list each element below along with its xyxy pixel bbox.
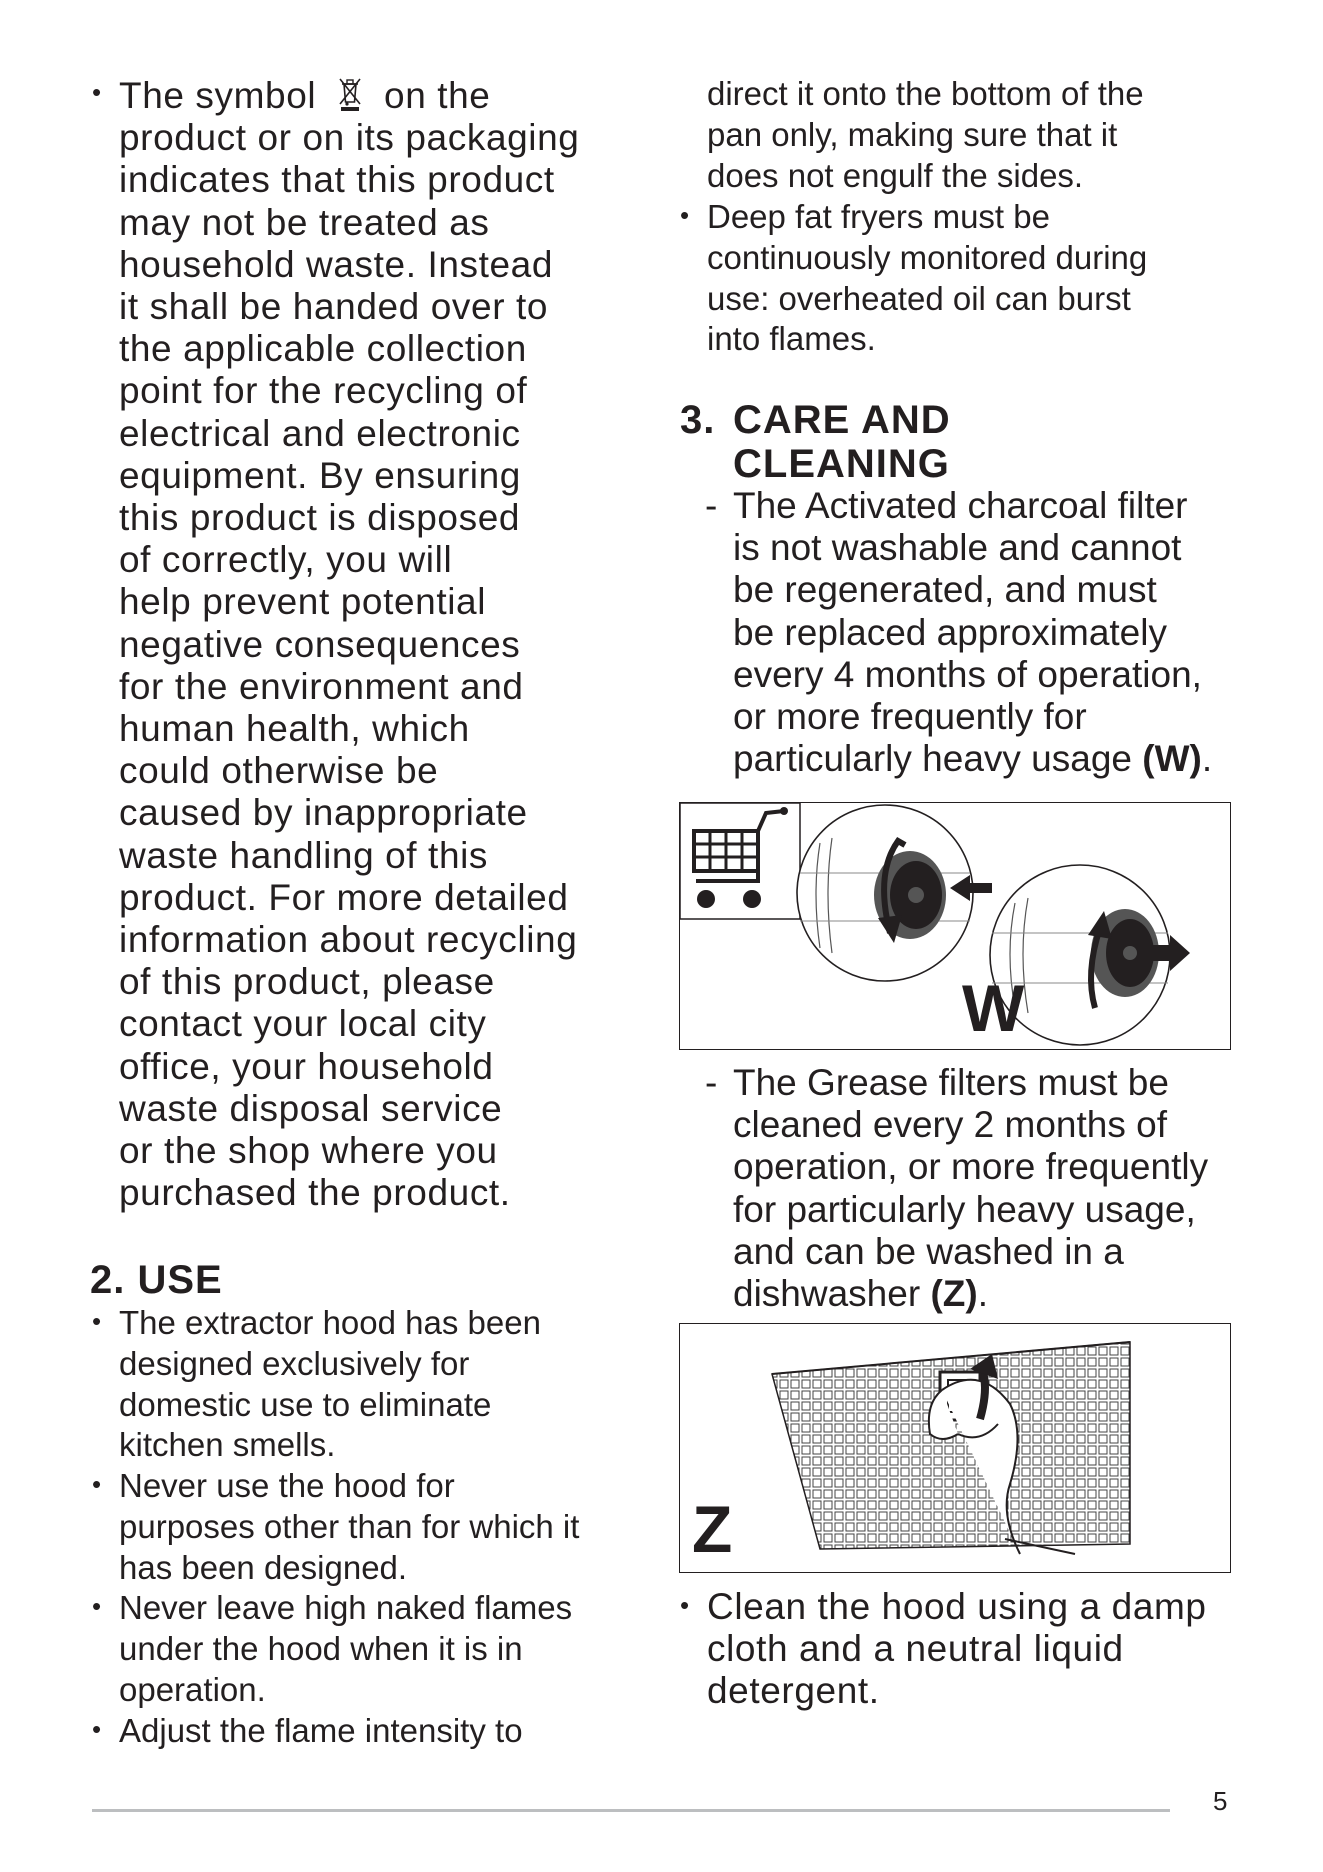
text-line: Never use the hood for bbox=[119, 1467, 455, 1504]
text-line: operation. bbox=[119, 1670, 266, 1708]
figure-w-label: W bbox=[962, 971, 1025, 1045]
text-line: be regenerated, and must bbox=[733, 569, 1157, 611]
text-line: has been designed. bbox=[119, 1548, 408, 1586]
text-fragment: particularly heavy usage bbox=[733, 738, 1143, 780]
text-line: for the environment and bbox=[119, 665, 524, 707]
text-line: indicates that this product bbox=[119, 159, 555, 201]
text-line: kitchen smells. bbox=[119, 1426, 336, 1464]
text-fragment: . bbox=[977, 1273, 988, 1315]
text-line: pan only, making sure that it bbox=[707, 115, 1118, 153]
text-line: and can be washed in a bbox=[733, 1230, 1124, 1272]
use-heading: 2. USE bbox=[90, 1258, 223, 1302]
text-line: is not washable and cannot bbox=[733, 527, 1182, 569]
page-number: 5 bbox=[1213, 1786, 1228, 1816]
text-line: Never leave high naked flames bbox=[119, 1589, 573, 1626]
text-line bbox=[733, 1273, 1208, 1315]
bullet-dot: • bbox=[92, 1714, 102, 1744]
weee-paragraph bbox=[119, 75, 659, 1214]
text-line: cloth and a neutral liquid bbox=[707, 1628, 1124, 1670]
text-line: help prevent potential bbox=[119, 581, 487, 623]
bullet-dot: • bbox=[92, 1306, 102, 1336]
text-line: The extractor hood has been bbox=[119, 1304, 541, 1341]
text-line: it shall be handed over to bbox=[119, 286, 549, 328]
text-line: product. For more detailed bbox=[119, 876, 569, 918]
text-line: caused by inappropriate bbox=[119, 792, 528, 834]
figure-ref-w: (W) bbox=[1142, 738, 1202, 780]
text-line: Deep fat fryers must be bbox=[707, 198, 1050, 235]
text-line: purchased the product. bbox=[119, 1172, 511, 1214]
text-line: or the shop where you bbox=[119, 1130, 498, 1172]
text-line: designed exclusively for bbox=[119, 1344, 470, 1382]
text-line: every 4 months of operation, bbox=[733, 653, 1202, 695]
text-line: of correctly, you will bbox=[119, 539, 453, 581]
text-line: into flames. bbox=[707, 320, 876, 358]
text-line: information about recycling bbox=[119, 919, 578, 961]
text-line: be replaced approximately bbox=[733, 611, 1167, 653]
bullet-dot: • bbox=[92, 77, 102, 107]
text-line: for particularly heavy usage, bbox=[733, 1188, 1196, 1230]
text-line: does not engulf the sides. bbox=[707, 156, 1084, 194]
text-line: or more frequently for bbox=[733, 696, 1087, 738]
bullet-dot: • bbox=[92, 1469, 102, 1499]
filter-removal-detail bbox=[797, 805, 992, 981]
weee-first-line bbox=[119, 75, 659, 117]
use-bullet-2 bbox=[119, 1466, 579, 1588]
use-bullet-4 bbox=[119, 1711, 523, 1752]
text-line: this product is disposed bbox=[119, 497, 521, 539]
charcoal-filter-illustration bbox=[680, 803, 1230, 1049]
text-line: office, your household bbox=[119, 1045, 494, 1087]
text-line: the applicable collection bbox=[119, 328, 527, 370]
bullet-dot: • bbox=[92, 1591, 102, 1621]
figure-z-label: Z bbox=[692, 1492, 733, 1566]
text-line: waste handling of this bbox=[119, 834, 489, 876]
text-line: Adjust the flame intensity to bbox=[119, 1712, 523, 1749]
weee-prefix: The symbol bbox=[119, 75, 317, 116]
text-line: operation, or more frequently bbox=[733, 1146, 1209, 1188]
weee-bin-icon bbox=[337, 76, 363, 112]
use-bullet-3 bbox=[119, 1588, 572, 1710]
text-line: of this product, please bbox=[119, 961, 495, 1003]
text-line: could otherwise be bbox=[119, 750, 439, 792]
fryer-bullet bbox=[707, 197, 1147, 360]
text-line: under the hood when it is in bbox=[119, 1629, 523, 1667]
text-line: purposes other than for which it bbox=[119, 1507, 580, 1545]
figure-ref-z: (Z) bbox=[930, 1273, 978, 1315]
charcoal-paragraph bbox=[733, 485, 1212, 780]
text-line: The Activated charcoal filter bbox=[733, 485, 1188, 526]
text-fragment: . bbox=[1201, 738, 1213, 780]
heading-line: CLEANING bbox=[733, 442, 950, 486]
text-line: point for the recycling of bbox=[119, 370, 528, 412]
text-line: human health, which bbox=[119, 708, 470, 750]
clean-bullet bbox=[707, 1586, 1207, 1713]
text-line: may not be treated as bbox=[119, 201, 490, 243]
text-line: household waste. Instead bbox=[119, 243, 554, 285]
text-line: cleaned every 2 months of bbox=[733, 1104, 1167, 1146]
figure-w bbox=[679, 802, 1231, 1050]
dash-marker: - bbox=[705, 485, 718, 526]
text-line: product or on its packaging bbox=[119, 117, 580, 159]
text-line: use: overheated oil can burst bbox=[707, 279, 1131, 317]
dash-marker: - bbox=[705, 1062, 718, 1103]
text-line: contact your local city bbox=[119, 1003, 487, 1045]
grease-paragraph bbox=[733, 1062, 1208, 1315]
text-line: continuously monitored during bbox=[707, 238, 1148, 276]
use-bullet-1 bbox=[119, 1303, 541, 1466]
weee-suffix: on the bbox=[384, 75, 491, 116]
bullet-dot: • bbox=[680, 1590, 690, 1620]
text-line: equipment. By ensuring bbox=[119, 454, 521, 496]
heading-line: CARE AND bbox=[733, 398, 951, 442]
text-line: direct it onto the bottom of the bbox=[707, 75, 1144, 112]
grease-filter-illustration bbox=[680, 1324, 1230, 1572]
care-heading bbox=[733, 398, 951, 486]
footer-rule bbox=[92, 1809, 1170, 1812]
text-fragment: dishwasher bbox=[733, 1273, 931, 1315]
text-line: negative consequences bbox=[119, 623, 521, 665]
text-line: domestic use to eliminate bbox=[119, 1385, 492, 1423]
bullet-dot: • bbox=[680, 200, 690, 230]
text-line: detergent. bbox=[707, 1670, 880, 1712]
text-line: The Grease filters must be bbox=[733, 1062, 1169, 1103]
text-line bbox=[733, 738, 1212, 780]
text-line: Clean the hood using a damp bbox=[707, 1586, 1207, 1627]
figure-z bbox=[679, 1323, 1231, 1573]
text-line: waste disposal service bbox=[119, 1087, 503, 1129]
care-heading-number: 3. bbox=[680, 398, 716, 442]
flame-continued bbox=[707, 74, 1144, 196]
text-line: electrical and electronic bbox=[119, 412, 521, 454]
